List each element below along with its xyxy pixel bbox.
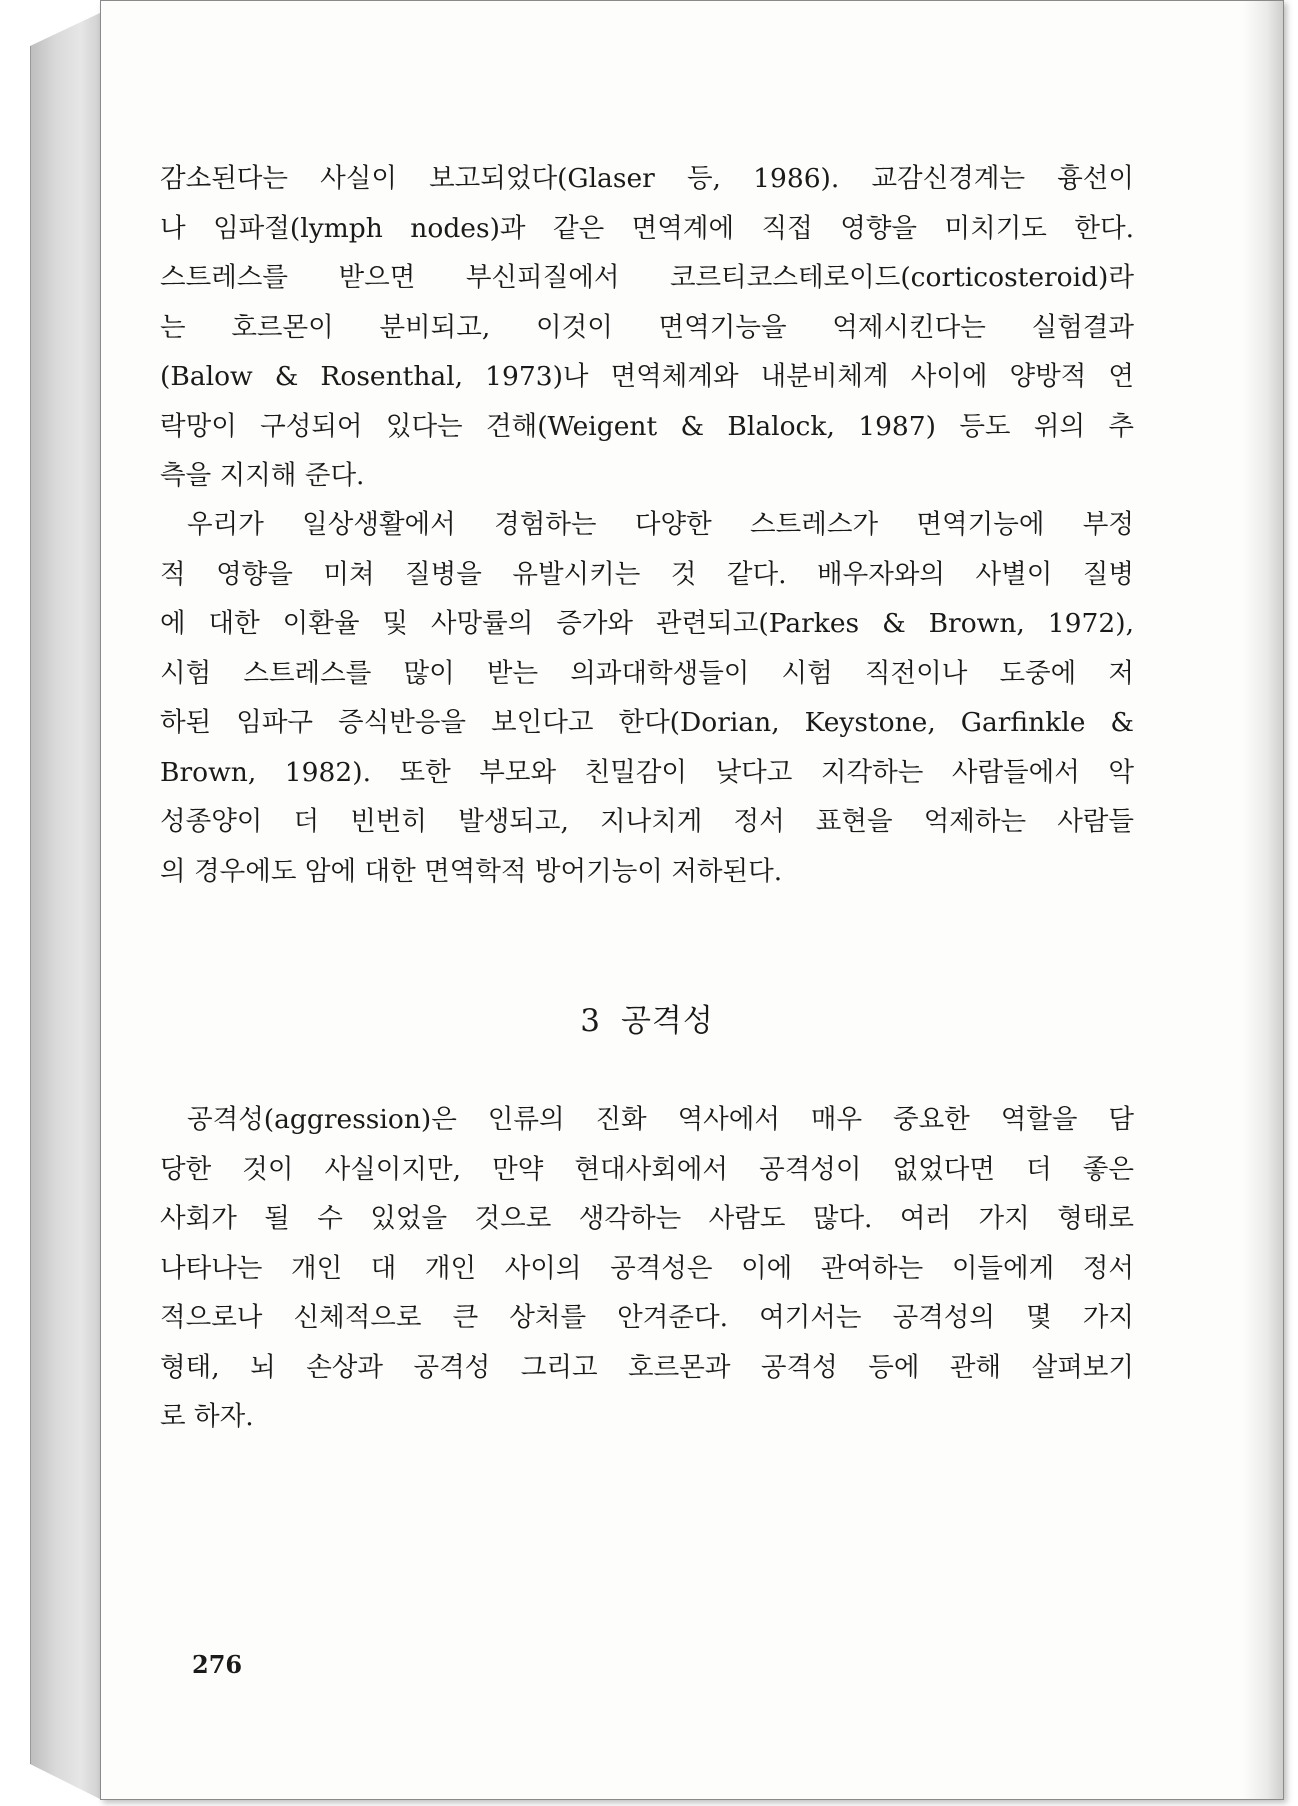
paragraph-immune-continuation [160,154,1134,501]
paragraph-stress-immunity [160,500,1134,896]
text-line: 사회가 될 수 있었을 것으로 생각하는 사람도 많다. 여러 가지 형태로 [160,1203,1134,1234]
text-line: 시험 스트레스를 많이 받는 의과대학생들이 시험 직전이나 도중에 저 [160,657,1134,689]
book-edge-line [30,46,31,1764]
text-line: 락망이 구성되어 있다는 견해(Weigent & Blalock, 1987) 등도 위의 추 [160,410,1134,442]
text-line: (Balow & Rosenthal, 1973)나 면역체계와 내분비체계 사이에 양방적 연 [160,361,1134,392]
text-line: 로 하자. [160,1401,254,1432]
text-line: 우리가 일상생활에서 경험하는 다양한 스트레스가 면역기능에 부정 [187,509,1134,540]
text-line: 당한 것이 사실이지만, 만약 현대사회에서 공격성이 없었다면 더 좋은 [160,1153,1134,1185]
section-title-text: 공격성 [620,1003,714,1039]
text-line: 성종양이 더 빈번히 발생되고, 지나치게 정서 표현을 억제하는 사람들 [160,806,1134,837]
text-line: 나 임파절(lymph nodes)과 같은 면역계에 직접 영향을 미치기도 한다. [160,212,1134,244]
section-heading [160,995,1134,1040]
text-line: 적 영향을 미쳐 질병을 유발시키는 것 같다. 배우자와의 사별이 질병 [160,558,1134,590]
text-line: 스트레스를 받으면 부신피질에서 코르티코스테로이드(corticosteroid)라 [160,262,1134,293]
text-line: 하된 임파구 증식반응을 보인다고 한다(Dorian, Keystone, Garfinkle & [160,707,1134,738]
text-line: 감소된다는 사실이 보고되었다(Glaser 등, 1986). 교감신경계는 흉선이 [160,163,1134,194]
text-line: 에 대한 이환율 및 사망률의 증가와 관련되고(Parkes & Brown, 1972), [160,608,1134,639]
text-line: 형태, 뇌 손상과 공격성 그리고 호르몬과 공격성 등에 관해 살펴보기 [160,1351,1134,1383]
paragraph-aggression-intro [160,1095,1134,1442]
text-line: Brown, 1982). 또한 부모와 친밀감이 낮다고 지각하는 사람들에서 악 [160,756,1134,788]
section-number: 3 [580,1003,601,1039]
text-line: 의 경우에도 암에 대한 면역학적 방어기능이 저하된다. [160,855,783,887]
text-line: 나타나는 개인 대 개인 사이의 공격성은 이에 관여하는 이들에게 정서 [160,1252,1134,1284]
page-fold-shadow [1243,1,1283,1799]
page-number: 276 [192,1650,243,1679]
text-line: 는 호르몬이 분비되고, 이것이 면역기능을 억제시킨다는 실험결과 [160,311,1134,343]
text-line: 적으로나 신체적으로 큰 상처를 안겨준다. 여기서는 공격성의 몇 가지 [160,1302,1134,1333]
text-line: 공격성(aggression)은 인류의 진화 역사에서 매우 중요한 역할을 담 [187,1104,1134,1135]
book-spine-edge [30,12,102,1800]
text-line: 측을 지지해 준다. [160,460,365,491]
